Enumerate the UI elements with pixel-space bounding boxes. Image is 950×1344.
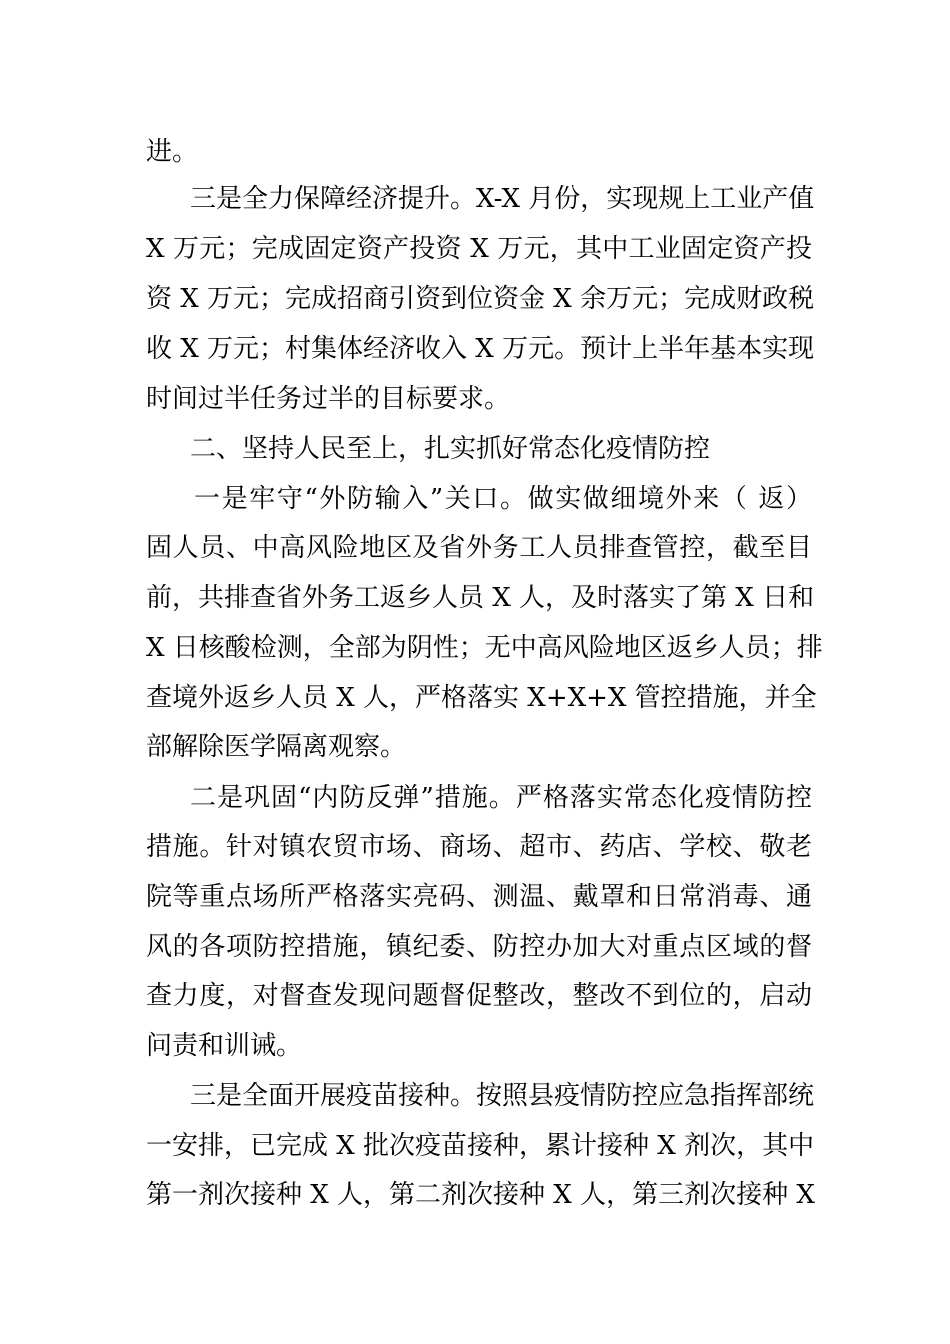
paragraph-line: 二是巩固“内防反弹”措施。严格落实常态化疫情防控 (190, 783, 812, 813)
paragraph-line: 问责和训诫。 (146, 1031, 303, 1061)
paragraph-line: 风的各项防控措施，镇纪委、防控办加大对重点区域的督 (146, 932, 812, 962)
paragraph-line: X 万元；完成固定资产投资 X 万元，其中工业固定资产投 (146, 234, 812, 264)
paragraph-line: 一安排，已完成 X 批次疫苗接种，累计接种 X 剂次，其中 (146, 1131, 815, 1161)
paragraph-line: 三是全力保障经济提升。X-X 月份，实现规上工业产值 (190, 184, 815, 214)
paragraph-line: 前，共排查省外务工返乡人员 X 人，及时落实了第 X 日和 (146, 583, 815, 613)
paragraph-line: 固人员、中高风险地区及省外务工人员排查管控，截至目 (146, 533, 812, 563)
paragraph-line: 院等重点场所严格落实亮码、测温、戴罩和日常消毒、通 (146, 882, 812, 912)
section-heading: 二、坚持人民至上，扎实抓好常态化疫情防控 (190, 434, 711, 464)
paragraph-line: 查力度，对督查发现问题督促整改，整改不到位的，启动 (146, 981, 812, 1011)
paragraph-line: 时间过半任务过半的目标要求。 (146, 384, 511, 414)
paragraph-line: 部解除医学隔离观察。 (146, 732, 407, 762)
paragraph-line: 措施。针对镇农贸市场、商场、超市、药店、学校、敬老 (146, 832, 812, 862)
paragraph-line: 第一剂次接种 X 人，第二剂次接种 X 人，第三剂次接种 X (146, 1180, 815, 1210)
paragraph-line: 三是全面开展疫苗接种。按照县疫情防控应急指挥部统 (190, 1081, 815, 1111)
paragraph-line: 进。 (146, 137, 199, 167)
paragraph-line: 收 X 万元；村集体经济收入 X 万元。预计上半年基本实现 (146, 334, 815, 364)
paragraph-line: 一是牢守“外防输入”关口。做实做细境外来（ 返） (194, 484, 812, 514)
paragraph-line: 资 X 万元；完成招商引资到位资金 X 余万元；完成财政税 (146, 284, 815, 314)
paragraph-line: 查境外返乡人员 X 人，严格落实 X+X+X 管控措施，并全 (146, 683, 817, 713)
paragraph-line: X 日核酸检测，全部为阴性；无中高风险地区返乡人员；排 (146, 633, 823, 663)
